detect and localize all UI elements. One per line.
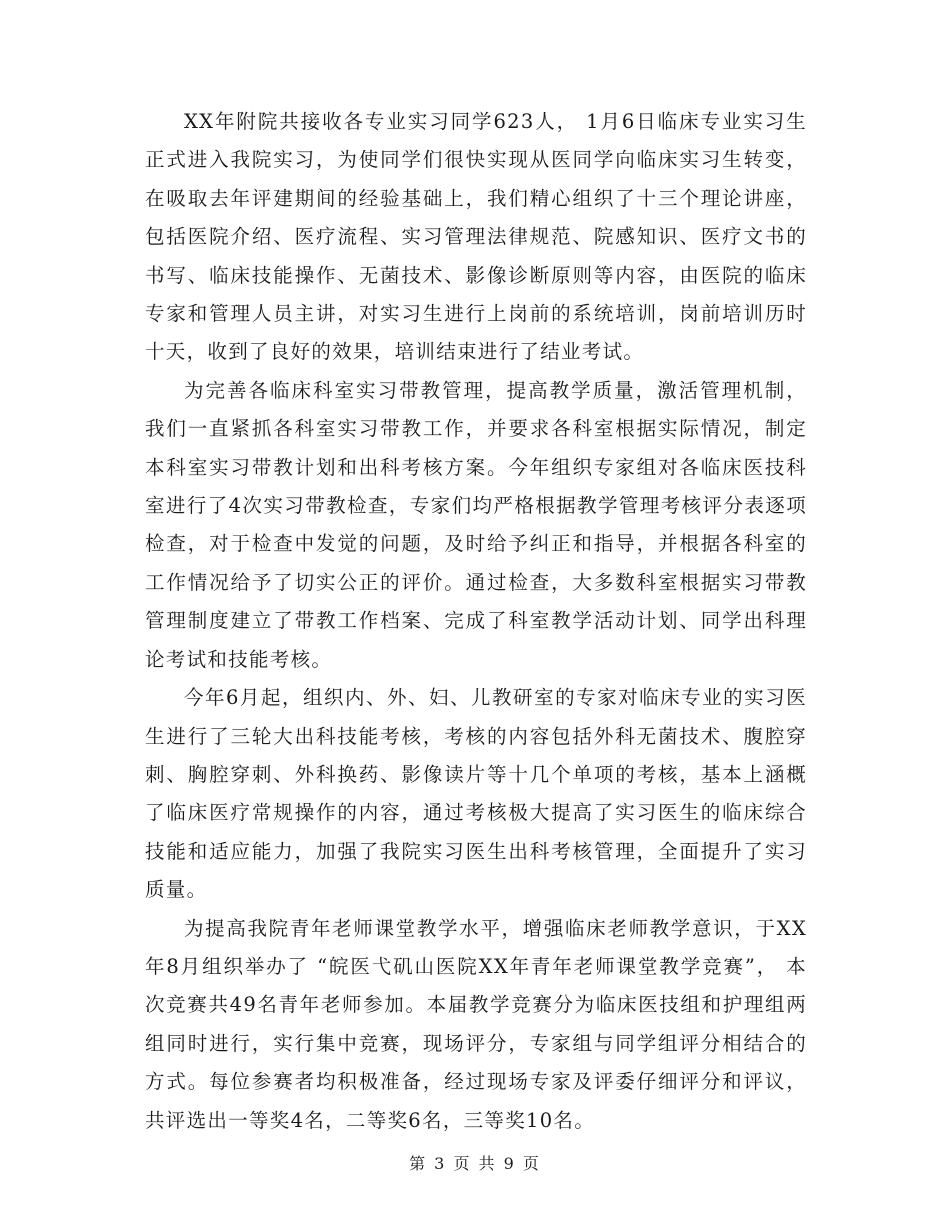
paragraph-1: XX年附院共接收各专业实习同学623人， 1月6日临床专业实习生正式进入我院实习，为使同学们很快实现从医同学向临床实习生转变，在吸取去年评建期间的经验基础上，我们精心组织了十三个理论讲座，包括医院介绍、医疗流程、实习管理法律规范、院感知识、医疗文书的书写、临床技能操作、无菌技术、影像诊断原则等内容，由医院的临床专家和管理人员主讲，对实习生进行上岗前的系统培训，岗前培训历时十天，收到了良好的效果，培训结束进行了结业考试。 — [145, 110, 807, 364]
document-body — [145, 103, 807, 1140]
paragraph-3: 今年6月起，组织内、外、妇、儿教研室的专家对临床专业的实习医生进行了三轮大出科技能考核，考核的内容包括外科无菌技术、腹腔穿刺、胸腔穿刺、外科换药、影像读片等十几个单项的考核，基本上涵概了临床医疗常规操作的内容，通过考核极大提高了实习医生的临床综合技能和适应能力，加强了我院实习医生出科考核管理，全面提升了实习质量。 — [145, 686, 807, 902]
paragraph-2: 为完善各临床科室实习带教管理，提高教学质量，激活管理机制，我们一直紧抓各科室实习带教工作，并要求各科室根据实际情况，制定本科室实习带教计划和出科考核方案。今年组织专家组对各临床医技科室进行了4次实习带教检查，专家们均严格根据教学管理考核评分表逐项检查，对于检查中发觉的问题，及时给予纠正和指导，并根据各科室的工作情况给予了切实公正的评价。通过检查，大多数科室根据实习带教管理制度建立了带教工作档案、完成了科室教学活动计划、同学出科理论考试和技能考核。 — [145, 378, 807, 671]
page-number-footer: 第 3 页 共 9 页 — [409, 1154, 541, 1173]
paragraph-4: 为提高我院青年老师课堂教学水平，增强临床老师教学意识，于XX年8月组织举办了 “皖医弋矶山医院XX年青年老师课堂教学竞赛”， 本次竞赛共49名青年老师参加。本届教学竞赛分为临床医技组和护理组两组同时进行，实行集中竞赛，现场评分，专家组与同学组评分相结合的方式。每位参赛者均积极准备，经过现场专家及评委仔细评分和评议，共评选出一等奖4名，二等奖6名，三等奖10名。 — [145, 916, 807, 1132]
